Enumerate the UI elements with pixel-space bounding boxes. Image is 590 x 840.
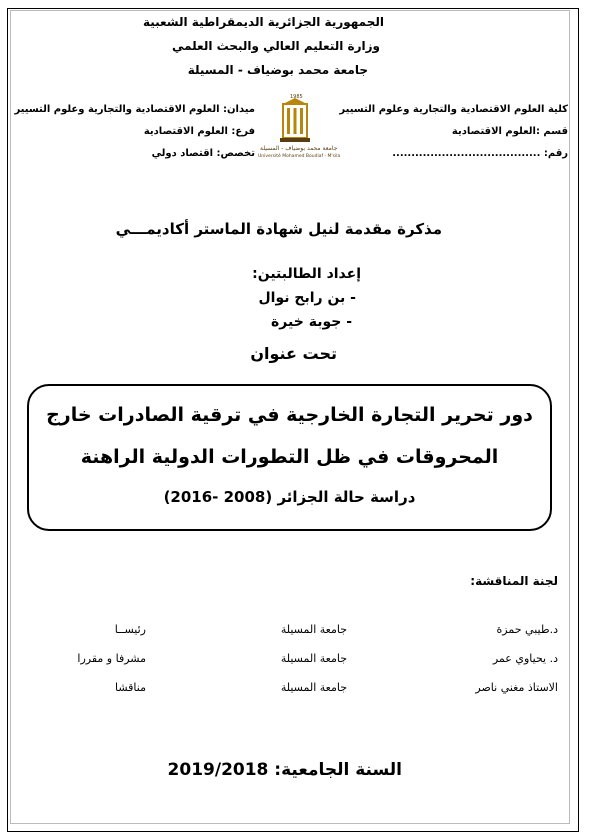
department-name: قسم :العلوم الاقتصادية <box>451 126 568 137</box>
thesis-title-box <box>27 384 552 531</box>
committee-member-3-university: جامعة المسيلة <box>280 681 347 694</box>
committee-member-3-name: الاستاذ مغني ناصر <box>475 681 558 694</box>
ministry-name: وزارة التعليم العالي والبحث العلمي <box>171 39 380 53</box>
committee-member-2-name: د. يحياوي عمر <box>492 652 558 665</box>
student-2: - جوبة خيرة <box>271 314 352 330</box>
specialty-name: تخصص: اقتصاد دولي <box>151 148 255 159</box>
logo-name-ar: جامعة محمد بوضياف - المسيلة <box>260 145 338 152</box>
committee-member-1-role: رئيســا <box>114 623 146 636</box>
field-name: ميدان: العلوم الاقتصادية والتجارية وعلوم التسيير <box>14 104 255 115</box>
committee-member-1-university: جامعة المسيلة <box>280 623 347 636</box>
student-1: - بن رابح نوال <box>258 290 356 306</box>
faculty-name: كلية العلوم الاقتصادية والتجارية وعلوم التسيير <box>339 104 568 115</box>
committee-member-3-role: مناقشا <box>115 681 146 694</box>
case-study-line: دراسة حالة الجزائر (2008 -2016) <box>163 488 416 506</box>
committee-label: لجنة المناقشة: <box>470 574 558 588</box>
logo-year: 1985 <box>290 94 303 100</box>
republic-name: الجمهورية الجزائرية الديمقراطية الشعبية <box>142 15 384 29</box>
logo-name-fr: Université Mohamed Boudiaf - M'sila <box>258 154 341 159</box>
committee-member-1-name: د.طيبي حمزة <box>496 623 558 636</box>
committee-member-2-role: مشرفا و مقررا <box>77 652 146 665</box>
under-title-label: تحت عنوان <box>250 344 337 363</box>
thesis-title-line-2: المحروقات في ظل التطورات الدولية الراهنة <box>80 446 499 468</box>
memo-title: مذكرة مقدمة لنيل شهادة الماستر أكاديمـــي <box>115 220 442 238</box>
prepared-by-label: إعداد الطالبتين: <box>252 266 361 282</box>
committee-member-2-university: جامعة المسيلة <box>280 652 347 665</box>
academic-year: السنة الجامعية: 2019/2018 <box>167 760 402 780</box>
branch-name: فرع: العلوم الاقتصادية <box>143 126 255 137</box>
registration-number: رقم: ....................................... <box>392 148 568 159</box>
university-logo <box>258 94 341 164</box>
thesis-title-line-1: دور تحرير التجارة الخارجية في ترقية الصادرات خارج <box>46 404 533 426</box>
university-name: جامعة محمد بوضياف - المسيلة <box>187 63 368 77</box>
